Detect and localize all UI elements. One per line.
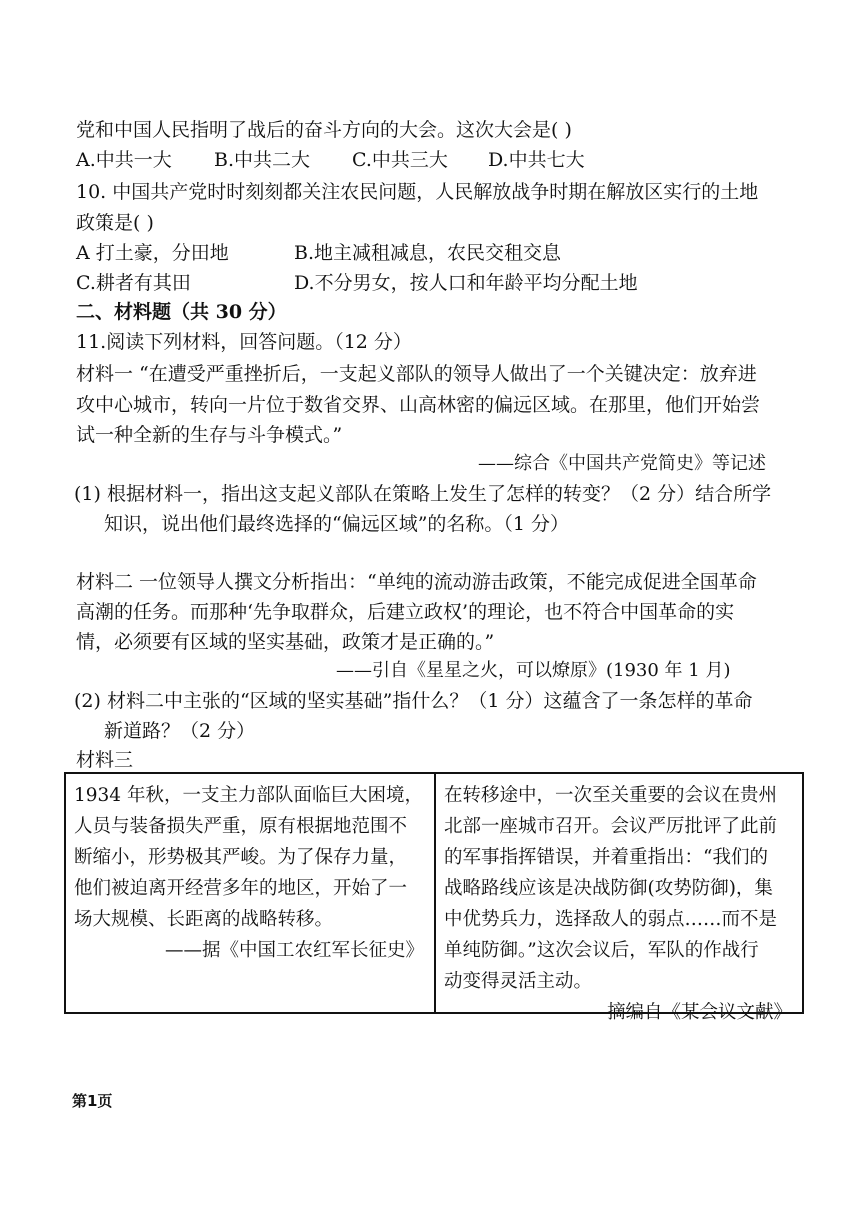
material2-line2: 高潮的任务。而那种‘先争取群众，后建立政权’的理论，也不符合中国革命的实 (76, 601, 735, 623)
material3-left-source: ——据《中国工农红军长征史》 (164, 940, 424, 961)
material3-right-cell (436, 774, 802, 1023)
material2-line3: 情，必须要有区域的坚实基础，政策才是正确的。” (76, 631, 495, 653)
material2-line1: 材料二 一位领导人撰文分析指出：“单纯的流动游击政策，不能完成促进全国革命 (76, 571, 757, 593)
material3-right-line: 单纯防御。”这次会议后，军队的作战行 (444, 940, 759, 961)
q10-option-b: B.地主减租减息，农民交租交息 (294, 242, 562, 264)
q10-options-row2 (76, 271, 638, 295)
section-heading: 二、材料题（共 30 分） (76, 301, 287, 323)
q9-option-c: C.中共三大 (352, 149, 448, 171)
q11-stem: 11.阅读下列材料，回答问题。（12 分） (76, 331, 412, 353)
q9-stem-tail: 党和中国人民指明了战后的奋斗方向的大会。这次大会是( ) (76, 119, 572, 141)
material3-right-line: 的军事指挥错误，并着重指出：“我们的 (444, 847, 768, 868)
q9-option-b: B.中共二大 (214, 149, 311, 171)
question1-line1: (1) 根据材料一，指出这支起义部队在策略上发生了怎样的转变？（2 分）结合所学 (74, 483, 772, 505)
material1-line3: 试一种全新的生存与斗争模式。” (76, 424, 343, 446)
page-number: 第1页 (72, 1092, 113, 1110)
material3-left-line: 人员与装备损失严重，原有根据地范围不 (74, 816, 408, 837)
q10-options-row1 (76, 241, 561, 265)
material3-left-line: 他们被迫离开经营多年的地区，开始了一 (74, 878, 408, 899)
q10-stem-cont: 政策是( ) (76, 212, 154, 234)
material3-right-line: 动变得灵活主动。 (444, 971, 593, 992)
question2-line1: (2) 材料二中主张的“区域的坚实基础”指什么？（1 分）这蕴含了一条怎样的革命 (74, 690, 753, 712)
material2-source: ——引自《星星之火，可以燎原》(1930 年 1 月) (336, 660, 731, 681)
question2-line2: 新道路？（2 分） (104, 720, 256, 742)
material3-left-line: 场大规模、长距离的战略转移。 (74, 909, 334, 930)
q10-option-c: C.耕者有其田 (76, 272, 191, 294)
material1-source: ——综合《中国共产党简史》等记述 (478, 453, 766, 474)
q9-options (76, 148, 585, 172)
material3-left-line: 断缩小，形势极其严峻。为了保存力量， (74, 847, 408, 868)
material3-left-line: 1934 年秋，一支主力部队面临巨大困境， (74, 785, 423, 806)
material1-line2: 攻中心城市，转向一片位于数省交界、山高林密的偏远区域。在那里，他们开始尝 (76, 394, 761, 416)
material3-label: 材料三 (76, 749, 134, 771)
q9-option-d: D.中共七大 (488, 149, 585, 171)
material3-left-cell (66, 774, 436, 1012)
material3-right-line: 战略路线应该是决战防御(攻势防御)，集 (444, 878, 773, 899)
material3-right-line: 北部一座城市召开。会议严厉批评了此前 (444, 816, 778, 837)
material3-right-line: 中优势兵力，选择敌人的弱点……而不是 (444, 909, 778, 930)
q10-option-d: D.不分男女，按人口和年龄平均分配土地 (294, 272, 638, 294)
question1-line2: 知识，说出他们最终选择的“偏远区域”的名称。（1 分） (104, 513, 570, 535)
q9-option-a: A.中共一大 (76, 149, 172, 171)
material3-table (64, 772, 804, 1023)
q10-stem: 10. 中国共产党时时刻刻都关注农民问题，人民解放战争时期在解放区实行的土地 (76, 181, 759, 203)
material3-right-line: 在转移途中，一次至关重要的会议在贵州 (444, 785, 778, 806)
material1-line1: 材料一 “在遭受严重挫折后，一支起义部队的领导人做出了一个关键决定：放弃进 (76, 363, 757, 385)
material3-right-source: ——摘编自《某会议文献》 (569, 1002, 792, 1023)
q10-option-a: A 打土豪，分田地 (76, 242, 229, 264)
